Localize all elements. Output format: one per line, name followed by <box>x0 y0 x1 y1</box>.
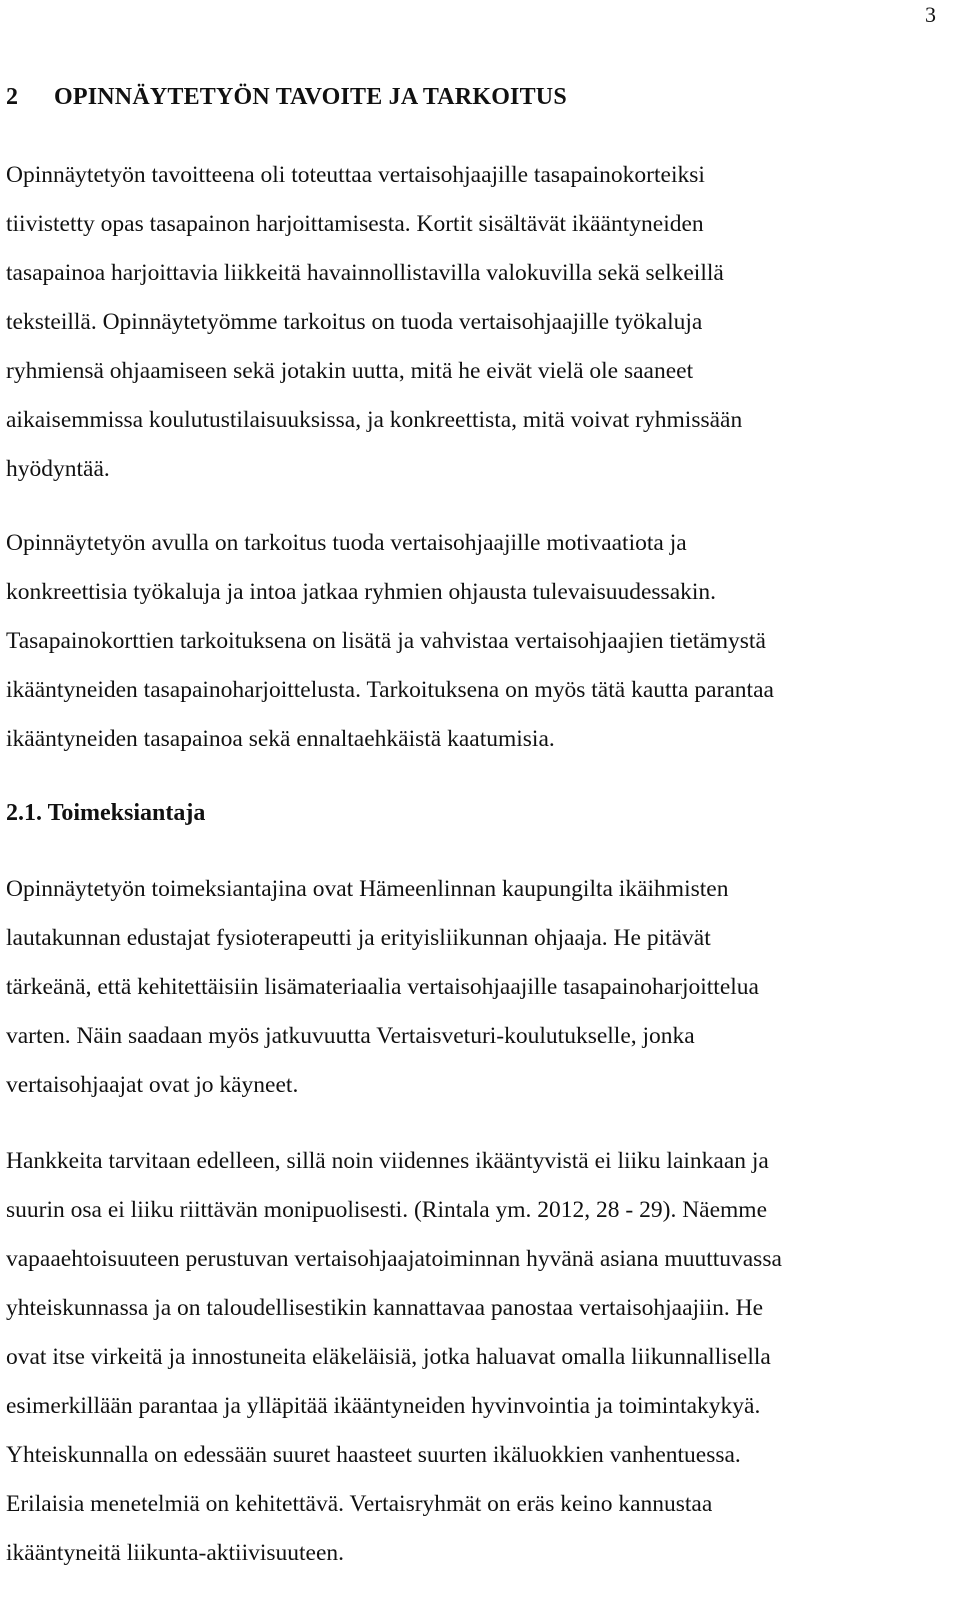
subsection-heading: 2.1. Toimeksiantaja <box>6 800 206 826</box>
paragraph-line: esimerkillään parantaa ja ylläpitää ikääntyneiden hyvinvointia ja toimintakykyä. <box>6 1393 761 1419</box>
paragraph-line: ryhmiensä ohjaamiseen sekä jotakin uutta, mitä he eivät vielä ole saaneet <box>6 358 694 384</box>
paragraph-line: teksteillä. Opinnäytetyömme tarkoitus on tuoda vertaisohjaajille työkaluja <box>6 309 703 335</box>
paragraph-line: ikääntyneiden tasapainoharjoittelusta. Tarkoituksena on myös tätä kautta parantaa <box>6 677 774 703</box>
paragraph-line: suurin osa ei liiku riittävän monipuolisesti. (Rintala ym. 2012, 28 - 29). Näemme <box>6 1197 768 1223</box>
paragraph-commissioner <box>6 865 946 1110</box>
section-number: 2 <box>6 84 19 110</box>
paragraph-projects <box>6 1137 946 1578</box>
page-number: 3 <box>925 2 936 27</box>
paragraph-line: Opinnäytetyön toimeksiantajina ovat Hämeenlinnan kaupungilta ikäihmisten <box>6 876 729 902</box>
paragraph-goal <box>6 151 946 494</box>
paragraph-line: Yhteiskunnalla on edessään suuret haasteet suurten ikäluokkien vanhentuessa. <box>6 1442 741 1468</box>
paragraph-line: ikääntyneitä liikunta-aktiivisuuteen. <box>6 1540 345 1566</box>
paragraph-line: ovat itse virkeitä ja innostuneita eläkeläisiä, jotka haluavat omalla liikunnallisella <box>6 1344 771 1370</box>
paragraph-line: Erilaisia menetelmiä on kehitettävä. Vertaisryhmät on eräs keino kannustaa <box>6 1491 713 1517</box>
paragraph-line: Opinnäytetyön tavoitteena oli toteuttaa vertaisohjaajille tasapainokorteiksi <box>6 162 705 188</box>
paragraph-line: vertaisohjaajat ovat jo käyneet. <box>6 1072 299 1098</box>
paragraph-line: ikääntyneiden tasapainoa sekä ennaltaehkäistä kaatumisia. <box>6 726 555 752</box>
section-heading <box>6 82 946 112</box>
paragraph-line: hyödyntää. <box>6 456 110 482</box>
paragraph-line: Hankkeita tarvitaan edelleen, sillä noin viidennes ikääntyvistä ei liiku lainkaan ja <box>6 1148 769 1174</box>
paragraph-line: tärkeänä, että kehitettäisiin lisämateriaalia vertaisohjaajille tasapainoharjoittelua <box>6 974 759 1000</box>
paragraph-purpose <box>6 519 946 764</box>
paragraph-line: aikaisemmissa koulutustilaisuuksissa, ja konkreettista, mitä voivat ryhmissään <box>6 407 743 433</box>
paragraph-line: varten. Näin saadaan myös jatkuvuutta Vertaisveturi-koulutukselle, jonka <box>6 1023 695 1049</box>
paragraph-line: tasapainoa harjoittavia liikkeitä havainnollistavilla valokuvilla sekä selkeillä <box>6 260 724 286</box>
paragraph-line: vapaaehtoisuuteen perustuvan vertaisohjaajatoiminnan hyvänä asiana muuttuvassa <box>6 1246 782 1272</box>
paragraph-line: Opinnäytetyön avulla on tarkoitus tuoda vertaisohjaajille motivaatiota ja <box>6 530 687 556</box>
paragraph-line: tiivistetty opas tasapainon harjoittamisesta. Kortit sisältävät ikääntyneiden <box>6 211 704 237</box>
paragraph-line: konkreettisia työkaluja ja intoa jatkaa ryhmien ohjausta tulevaisuudessakin. <box>6 579 717 605</box>
section-title: OPINNÄYTETYÖN TAVOITE JA TARKOITUS <box>54 84 567 110</box>
paragraph-line: lautakunnan edustajat fysioterapeutti ja erityisliikunnan ohjaaja. He pitävät <box>6 925 711 951</box>
paragraph-line: Tasapainokorttien tarkoituksena on lisätä ja vahvistaa vertaisohjaajien tietämystä <box>6 628 766 654</box>
paragraph-line: yhteiskunnassa ja on taloudellisestikin kannattavaa panostaa vertaisohjaajiin. He <box>6 1295 764 1321</box>
